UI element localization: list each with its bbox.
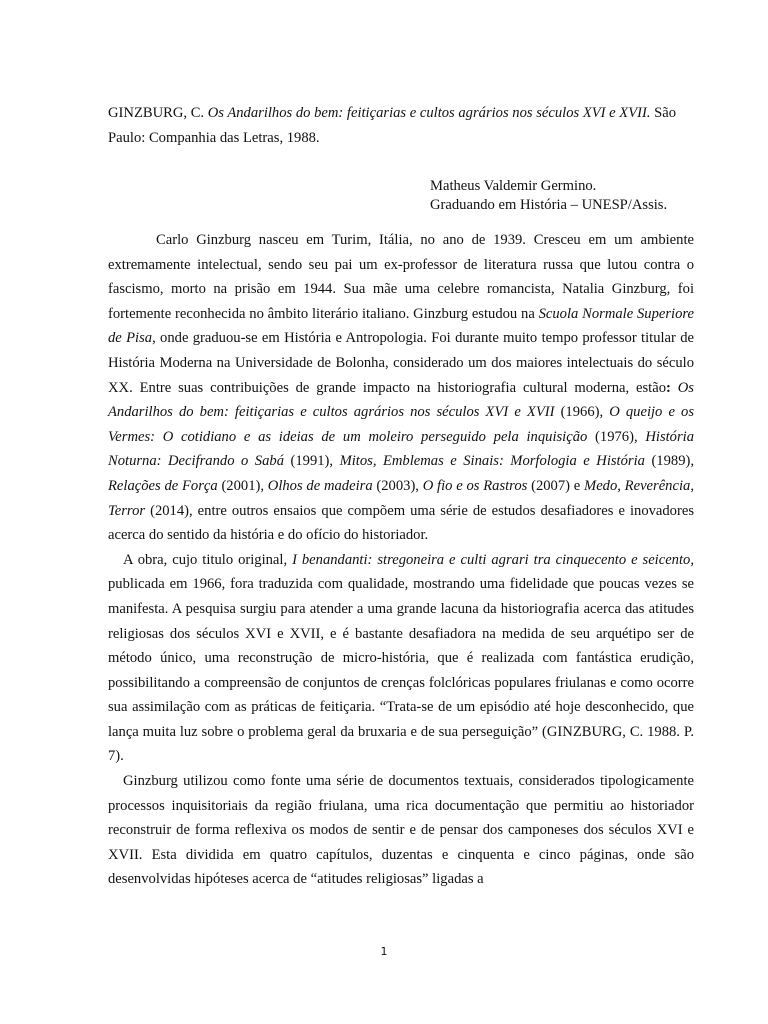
book-title: Os Andarilhos do bem: feitiçarias e cultos agrários nos séculos XVI e XVII	[108, 379, 694, 421]
reference-publisher: São Paulo: Companhia das Letras, 1988.	[108, 105, 677, 146]
paragraph-text: (2003),	[372, 477, 423, 494]
paragraph-text: (2014), entre outros ensaios que compõem uma série de estudos desafiadores e inovadores acerca do sentido da história e do ofício do historiador.	[108, 502, 694, 544]
book-title: Mitos, Emblemas e Sinais: Morfologia e História	[339, 453, 645, 470]
reviewer-name: Matheus Valdemir Germino.	[430, 178, 597, 194]
reviewer-block	[430, 177, 667, 215]
paragraph-text: (1991),	[284, 453, 340, 470]
paragraph-work-overview	[108, 548, 694, 769]
bibliographic-reference	[108, 101, 698, 151]
paragraph-author-biography	[108, 228, 694, 548]
book-title: Olhos de madeira	[267, 477, 373, 494]
book-title: História Noturna: Decifrando o Sabá	[108, 428, 694, 470]
institution-name: Scuola Normale Superiore de Pisa	[108, 305, 695, 347]
paragraph-text: A obra, cujo titulo original,	[123, 551, 293, 568]
paragraph-sources	[108, 769, 694, 892]
original-title: I benandanti: stregoneira e culti agrari tra cinquecento e seicento,	[292, 551, 694, 568]
paragraph-text	[671, 380, 678, 396]
reference-author: GINZBURG, C.	[108, 105, 208, 121]
document-body	[108, 228, 694, 892]
paragraph-text: (1989),	[644, 453, 694, 470]
paragraph-text: (1976),	[587, 428, 646, 445]
paragraph-text: (1966),	[554, 404, 610, 421]
book-title: Relações de Força	[108, 477, 218, 494]
paragraph-text: Ginzburg utilizou como fonte uma série de documentos textuais, considerados tipologicamente processos inquisitoriais da região friulana, uma rica documentação que permitiu ao historiador reconstruir de forma reflexiva os modos de sentir e de pensar dos camponeses dos séculos XVI e XVII. Esta dividida em quatro capítulos, duzentas e cinquenta e cinco páginas, onde são desenvolvidas hipóteses acerca de “atitudes religiosas” ligadas a	[108, 773, 694, 888]
paragraph-text: Carlo Ginzburg nasceu em Turim, Itália, no ano de 1939. Cresceu em um ambiente extremamente intelectual, sendo seu pai um ex-professor de literatura russa que lutou contra o fascismo, morto na prisão em 1944. Sua mãe uma celebre romancista, Natalia Ginzburg, foi fortemente reconhecida no âmbito literário italiano. Ginzburg estudou na	[108, 232, 694, 322]
paragraph-text: , onde graduou-se em História e Antropologia. Foi durante muito tempo professor titular de História Moderna na Universidade de Bolonha, considerado um dos maiores intelectuais do século XX. Entre suas contribuições de grande impacto na historiografia cultural moderna, estão	[108, 330, 694, 396]
book-title: O queijo e os Vermes: O cotidiano e as ideias de um moleiro perseguido pela inquisição	[108, 404, 695, 445]
reviewer-affiliation: Graduando em História – UNESP/Assis.	[430, 197, 668, 213]
reference-title: Os Andarilhos do bem: feitiçarias e cultos agrários nos séculos XVI e XVII.	[207, 105, 651, 121]
book-title: O fio e os Rastros	[422, 477, 528, 494]
page-number: 1	[380, 945, 388, 958]
paragraph-text: (2007) e	[527, 477, 585, 494]
paragraph-text: (2001),	[217, 477, 268, 494]
paragraph-text: publicada em 1966, fora traduzida com qualidade, mostrando uma fidelidade que poucas vezes se manifesta. A pesquisa surgiu para atender a uma grande lacuna da historiografia acerca das atitudes religiosas dos séculos XVI e XVII, e é bastante desafiadora na medida de seu arquétipo ser de método único, uma reconstrução de micro-história, que é realizada com fantástica erudição, possibilitando a compreensão de conjuntos de crenças folclóricas populares friulanas e como ocorre sua assimilação com as práticas de feitiçaria. “Trata-se de um episódio até hoje desconhecido, que lança muita luz sobre o problema geral da bruxaria e de sua perseguição” (GINZBURG, C. 1988. P. 7).	[108, 576, 694, 765]
book-title: Medo, Reverência, Terror	[108, 477, 694, 519]
bold-colon: :	[666, 379, 671, 396]
